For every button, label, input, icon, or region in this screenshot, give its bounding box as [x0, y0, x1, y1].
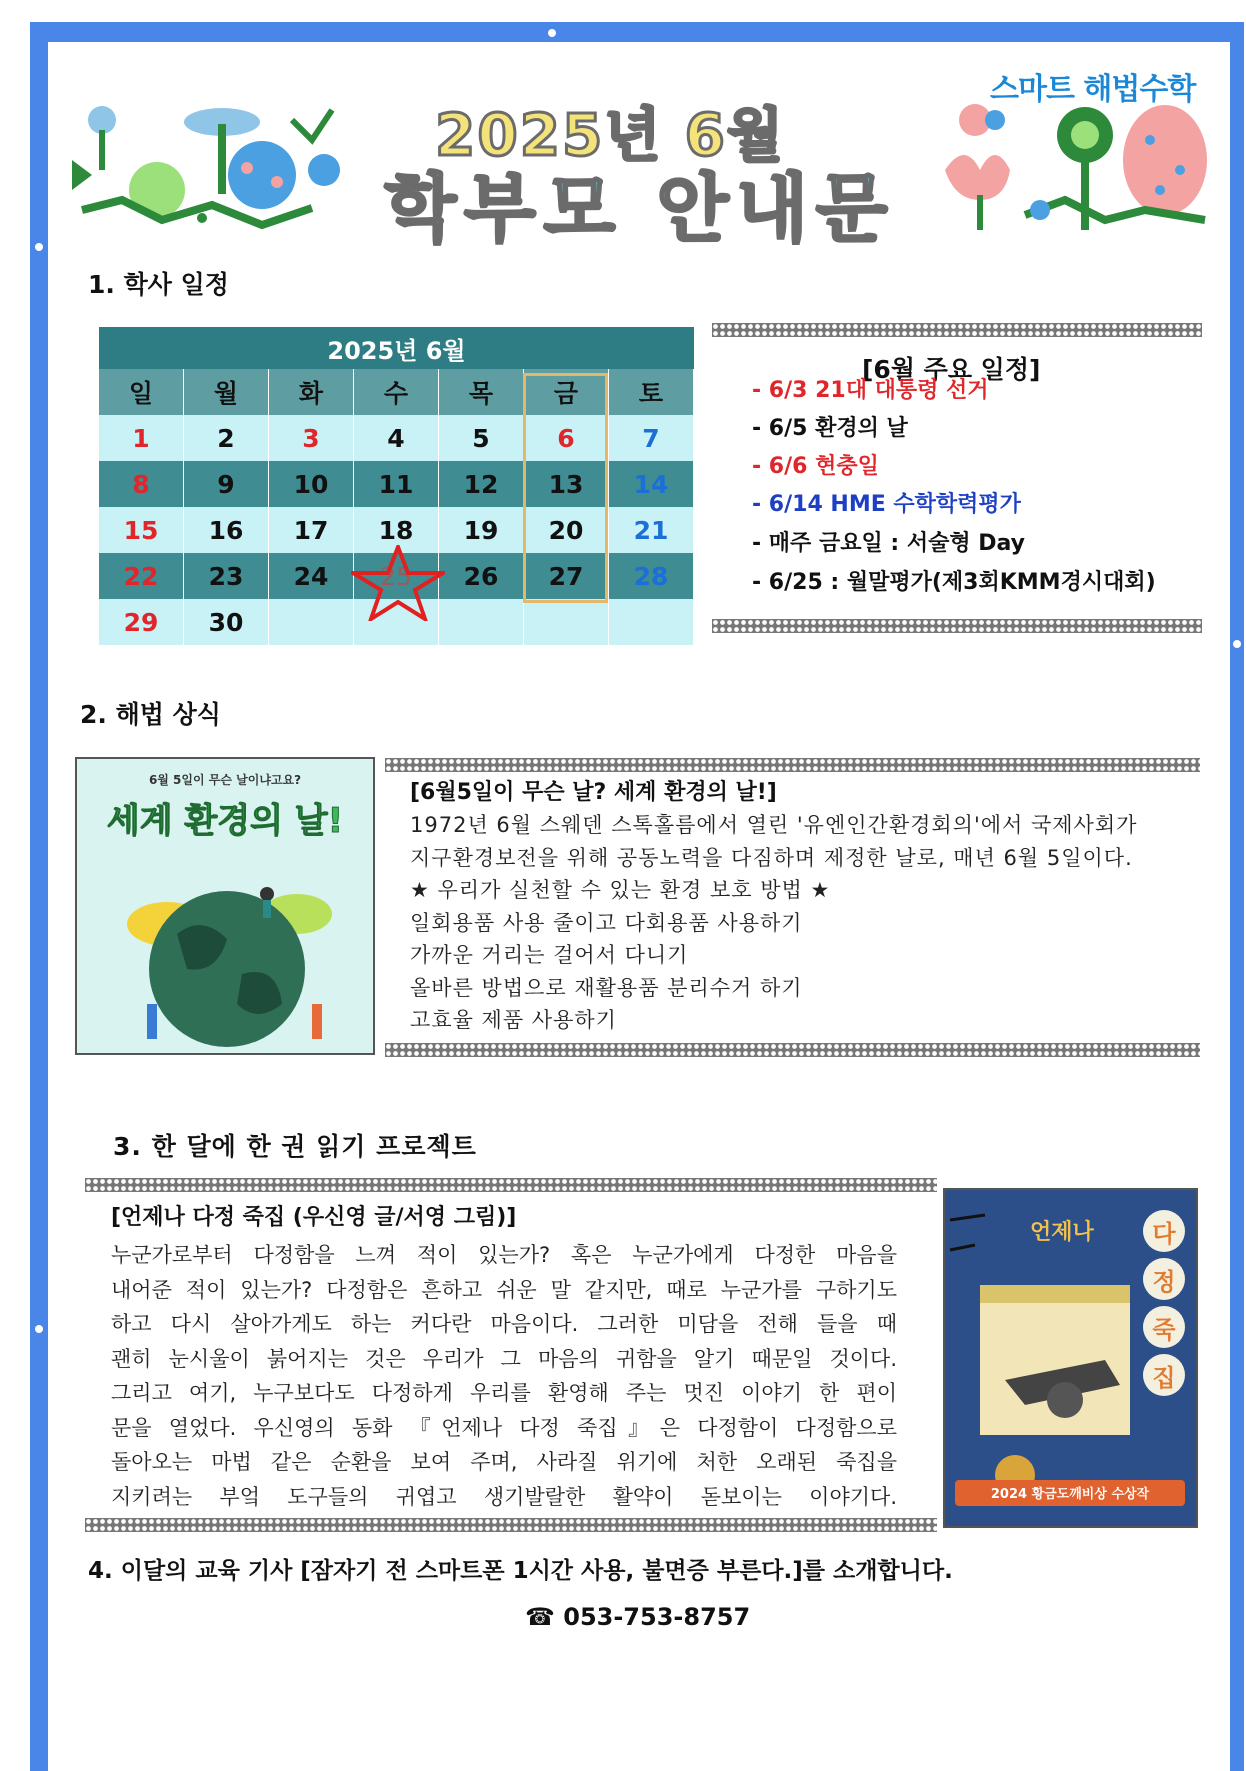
calendar-weekday: 일	[99, 369, 184, 415]
brand-logo: 스마트 해법수학	[990, 72, 1196, 107]
calendar-day	[524, 599, 609, 645]
section2-heading: 2. 해법 상식	[80, 700, 221, 729]
star-marker-icon	[351, 545, 445, 621]
calendar-day: 2	[184, 415, 269, 461]
calendar-day: 24	[269, 553, 354, 599]
calendar-day: 10	[269, 461, 354, 507]
schedule-dotted-bar-top	[712, 323, 1202, 337]
calendar-day: 28	[609, 553, 694, 599]
calendar-day: 7	[609, 415, 694, 461]
calendar-weekday: 월	[184, 369, 269, 415]
book-cover-award: 2024 황금도깨비상 수상작	[990, 1487, 1150, 1502]
earth-illustration	[107, 854, 347, 1054]
contact-phone	[525, 1603, 750, 1631]
calendar-day: 14	[609, 461, 694, 507]
frame-right-border	[1230, 22, 1244, 1771]
book-text-line: 누군가로부터 다정함을 느껴 적이 있는가? 혹은 누군가에게 다정한 마음을	[111, 1243, 897, 1267]
book-text-line: 문을 열었다. 우신영의 동화 『언제나 다정 죽집』은 다정함이 다정함으로	[111, 1415, 897, 1440]
calendar-title: 2025년 6월	[99, 327, 694, 369]
calendar-day: 1	[99, 415, 184, 461]
flower-decoration-right	[935, 100, 1220, 235]
book-text-line: 그리고 여기, 누구보다도 다정하게 우리를 환영해 주는 멋진 이야기 한 편이	[111, 1381, 897, 1405]
calendar-day: 9	[184, 461, 269, 507]
book-dotted-bar-bottom	[85, 1518, 937, 1532]
env-image-caption-main: 세계 환경의 날!	[106, 801, 344, 841]
calendar-weekday: 토	[609, 369, 694, 415]
phone-number: ☎ 053-753-8757	[525, 1603, 751, 1631]
env-dotted-bar-top	[385, 758, 1200, 772]
schedule-item: - 6/14 HME 수학학력평가	[752, 492, 1021, 517]
calendar-day: 23	[184, 553, 269, 599]
schedule-item: - 6/3 21대 대통령 선거	[752, 378, 989, 403]
book-cover-image	[943, 1188, 1198, 1528]
frame-left-border	[30, 22, 48, 1771]
calendar-day	[609, 599, 694, 645]
book-description	[111, 1238, 897, 1514]
schedule-item: - 6/25 : 월말평가(제3회KMM경시대회)	[752, 570, 1156, 595]
env-dotted-bar-bottom	[385, 1043, 1200, 1057]
book-text-line: 돌아오는 마법 같은 순환을 보여 주며, 사라질 위기에 처한 오래된 죽집을	[111, 1450, 897, 1474]
frame-dot	[1233, 640, 1241, 648]
title-year-month: 2025년 6월	[434, 101, 786, 169]
book-dotted-bar-top	[85, 1178, 937, 1192]
schedule-item: - 6/6 현충일	[752, 454, 879, 479]
schedule-item: - 매주 금요일 : 서술형 Day	[752, 531, 1026, 556]
env-text-line: 1972년 6월 스웨덴 스톡홀름에서 열린 '유엔인간환경회의'에서 국제사회가	[410, 813, 1138, 837]
book-text-line: 하고 다시 살아가게도 하는 커다란 마음이다. 그러한 미담을 전해 들을 때	[111, 1312, 897, 1336]
education-article-notice: 4. 이달의 교육 기사 [잠자기 전 스마트폰 1시간 사용, 불면증 부른다.]를 소개합니다.	[88, 1558, 953, 1584]
calendar-day: 27	[524, 553, 609, 599]
calendar-day: 26	[439, 553, 524, 599]
calendar-day	[439, 599, 524, 645]
calendar-day: 11	[354, 461, 439, 507]
frame-dot	[548, 29, 556, 37]
schedule-title: [6월 주요 일정]	[862, 355, 1041, 384]
calendar-day: 4	[354, 415, 439, 461]
calendar-day: 8	[99, 461, 184, 507]
calendar-weekday: 화	[269, 369, 354, 415]
env-text-line: 지구환경보전을 위해 공동노력을 다짐하며 제정한 날로, 매년 6월 5일이다.	[410, 845, 1133, 870]
env-text-line: 가까운 거리는 걸어서 다니기	[410, 943, 689, 967]
book-cover-title-char: 집	[1143, 1354, 1185, 1396]
schedule-dotted-bar-bottom	[712, 619, 1202, 633]
frame-top-border	[30, 22, 1230, 42]
friday-column-highlight	[523, 373, 608, 603]
book-title: [언제나 다정 죽집 (우신영 글/서영 그림)]	[111, 1205, 517, 1230]
calendar-weekday: 금	[524, 369, 609, 415]
calendar-day: 22	[99, 553, 184, 599]
calendar-day: 6	[524, 415, 609, 461]
calendar-day: 18	[354, 507, 439, 553]
title-parent-notice: 학부모 안내문	[384, 166, 896, 252]
frame-dot	[35, 1325, 43, 1333]
book-cover-title-circles	[1143, 1210, 1189, 1402]
environment-day-image	[75, 757, 375, 1055]
env-text-line: 고효율 제품 사용하기	[410, 1008, 617, 1032]
calendar-weekday: 수	[354, 369, 439, 415]
calendar-day: 19	[439, 507, 524, 553]
book-text-line: 괜히 눈시울이 붉어지는 것은 우리가 그 마음의 귀함을 알기 때문일 것이다.	[111, 1346, 897, 1371]
calendar-day: 5	[439, 415, 524, 461]
book-text-line: 내어준 적이 있는가? 다정함은 흔하고 쉬운 말 같지만, 때로 누군가를 구하기도	[111, 1277, 897, 1302]
flower-decoration-left	[62, 100, 352, 235]
book-cover-title-small: 언제나	[1030, 1220, 1094, 1245]
calendar-day: 15	[99, 507, 184, 553]
calendar-day: 30	[184, 599, 269, 645]
book-cover-title-char: 다	[1143, 1210, 1185, 1252]
calendar-day: 16	[184, 507, 269, 553]
calendar-day	[269, 599, 354, 645]
book-text-line: 지키려는 부엌 도구들의 귀엽고 생기발랄한 활약이 돋보이는 이야기다.	[111, 1484, 897, 1509]
calendar-day: 17	[269, 507, 354, 553]
book-cover-title-char: 죽	[1143, 1306, 1185, 1348]
env-image-caption-top: 6월 5일이 무슨 날이냐고요?	[148, 773, 302, 787]
calendar-weekday: 목	[439, 369, 524, 415]
frame-dot	[35, 243, 43, 251]
env-title: [6월5일이 무슨 날? 세계 환경의 날!]	[410, 780, 777, 805]
calendar-day: 21	[609, 507, 694, 553]
env-text-line: ★ 우리가 실천할 수 있는 환경 보호 방법 ★	[410, 878, 831, 902]
calendar-day: 12	[439, 461, 524, 507]
calendar-day: 25	[354, 553, 439, 599]
calendar-day: 13	[524, 461, 609, 507]
schedule-item: - 6/5 환경의 날	[752, 416, 908, 441]
section3-heading: 3. 한 달에 한 권 읽기 프로젝트	[113, 1132, 477, 1161]
calendar-day: 20	[524, 507, 609, 553]
section1-heading: 1. 학사 일정	[88, 270, 229, 299]
env-text-line: 올바른 방법으로 재활용품 분리수거 하기	[410, 975, 803, 1000]
calendar-day: 29	[99, 599, 184, 645]
env-text-line: 일회용품 사용 줄이고 다회용품 사용하기	[410, 910, 803, 935]
calendar-day: 3	[269, 415, 354, 461]
book-cover-title-char: 정	[1143, 1258, 1185, 1300]
